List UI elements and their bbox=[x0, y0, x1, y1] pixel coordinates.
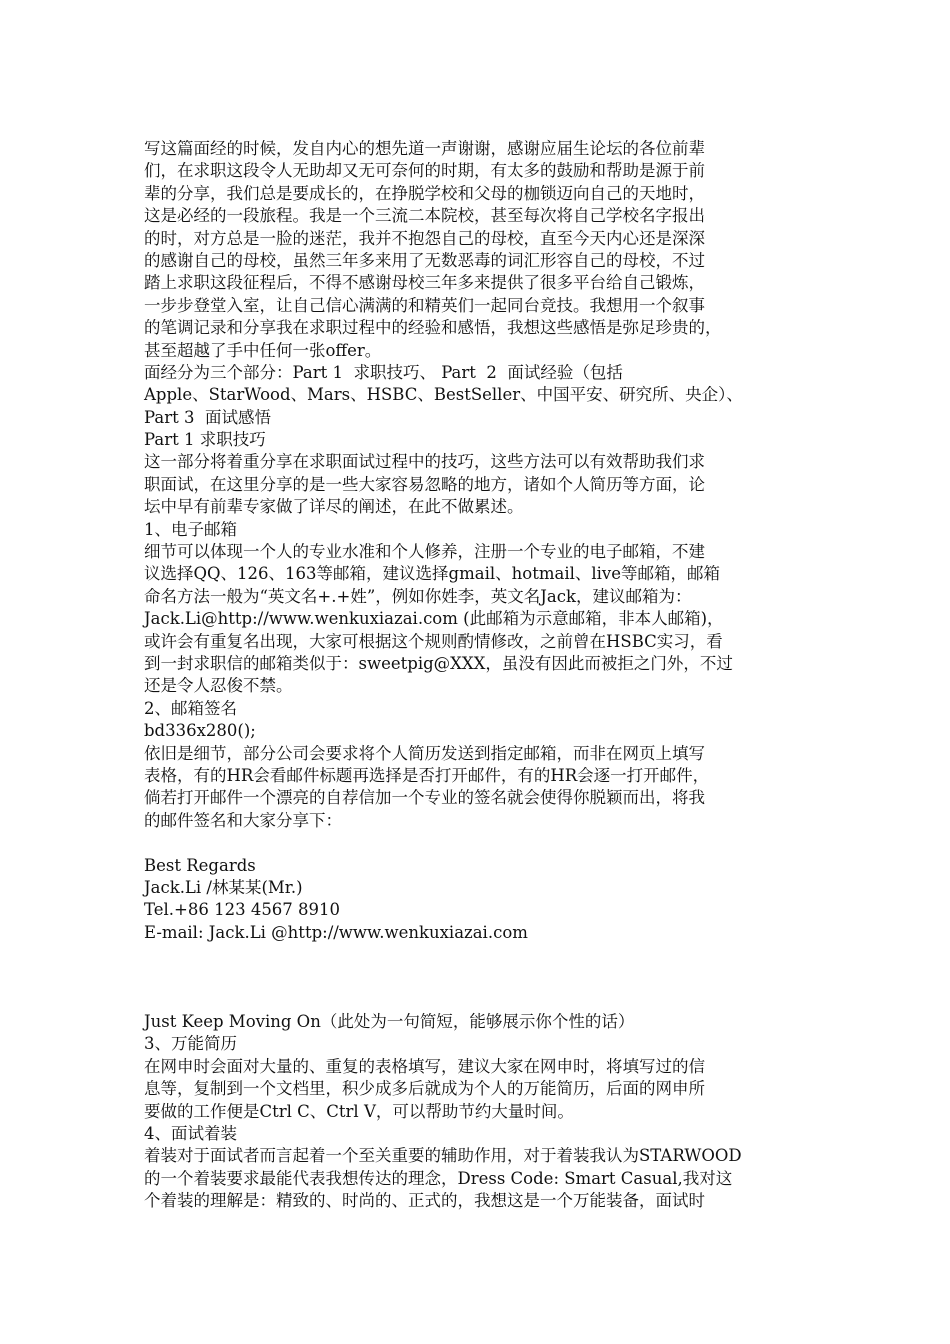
text-line: Part 3 面试感悟 bbox=[144, 407, 271, 427]
text-line: 的时，对方总是一脸的迷茫，我并不抱怨自己的母校，直至今天内心还是深深 bbox=[144, 228, 705, 248]
text-line: 命名方法一般为“英文名+.+姓”，例如你姓李，英文名Jack，建议邮箱为： bbox=[144, 586, 692, 606]
section-1-heading: 1、电子邮箱 bbox=[144, 519, 237, 539]
text-line: 踏上求职这段征程后，不得不感谢母校三年多来提供了很多平台给自己锻炼， bbox=[144, 273, 705, 293]
vertical-gap bbox=[144, 944, 809, 1011]
text-line: 到一封求职信的邮箱类似于：sweetpig@XXX，虽没有因此而被拒之门外，不过 bbox=[144, 653, 733, 673]
signature-line: Jack.Li /林某某(Mr.) bbox=[144, 877, 303, 897]
section-3-heading: 3、万能简历 bbox=[144, 1034, 237, 1054]
text-line: 要做的工作便是Ctrl C、Ctrl V，可以帮助节约大量时间。 bbox=[144, 1101, 574, 1121]
intro-paragraph bbox=[144, 138, 809, 362]
text-line: 甚至超越了手中任何一张offer。 bbox=[144, 340, 382, 360]
text-line: 的感谢自己的母校，虽然三年多来用了无数恶毒的词汇形容自己的母校，不过 bbox=[144, 250, 705, 270]
text-line: Apple、StarWood、Mars、HSBC、BestSeller、中国平安、研究所、央企）、 bbox=[144, 385, 743, 405]
section-2-heading: 2、邮箱签名 bbox=[144, 698, 237, 718]
section-1-paragraph bbox=[144, 541, 809, 698]
section-4-heading: 4、面试着装 bbox=[144, 1124, 237, 1144]
text-line: 面经分为三个部分：Part 1 求职技巧、 Part 2 面试经验（包括 bbox=[144, 362, 623, 382]
text-line: 或许会有重复名出现，大家可根据这个规则酌情修改，之前曾在HSBC实习，看 bbox=[144, 631, 723, 651]
text-line: 们，在求职这段令人无助却又无可奈何的时期，有太多的鼓励和帮助是源于前 bbox=[144, 161, 705, 181]
text-line: 一步步登堂入室，让自己信心满满的和精英们一起同台竞技。我想用一个叙事 bbox=[144, 295, 705, 315]
text-line: 表格，有的HR会看邮件标题再选择是否打开邮件，有的HR会逐一打开邮件， bbox=[144, 765, 710, 785]
text-line: 依旧是细节，部分公司会要求将个人简历发送到指定邮箱，而非在网页上填写 bbox=[144, 743, 705, 763]
text-line: Jack.Li@http://www.wenkuxiazai.com (此邮箱为示意邮箱，非本人邮箱)， bbox=[144, 609, 724, 629]
text-line: 写这篇面经的时候，发自内心的想先道一声谢谢，感谢应届生论坛的各位前辈 bbox=[144, 139, 705, 158]
text-line: 还是令人忍俊不禁。 bbox=[144, 676, 293, 696]
signature-motto: Just Keep Moving On（此处为一句简短，能够展示你个性的话） bbox=[144, 1012, 635, 1032]
signature-line: Best Regards bbox=[144, 855, 256, 875]
text-line: 的邮件签名和大家分享下： bbox=[144, 810, 342, 830]
part1-intro-paragraph bbox=[144, 451, 809, 518]
text-line: 这是必经的一段旅程。我是一个三流二本院校，甚至每次将自己学校名字报出 bbox=[144, 206, 705, 226]
section-3-paragraph bbox=[144, 1056, 809, 1123]
text-line: 辈的分享，我们总是要成长的，在挣脱学校和父母的枷锁迈向自己的天地时， bbox=[144, 183, 705, 203]
text-line: 的笔调记录和分享我在求职过程中的经验和感悟，我想这些感悟是弥足珍贵的， bbox=[144, 318, 722, 338]
blank-line bbox=[144, 832, 809, 854]
script-code-line: bd336x280(); bbox=[144, 721, 256, 741]
document-page bbox=[144, 138, 809, 1213]
text-line: 议选择QQ、126、163等邮箱，建议选择gmail、hotmail、live等邮箱，邮箱 bbox=[144, 564, 721, 584]
signature-line: Tel.+86 123 4567 8910 bbox=[144, 900, 341, 920]
part1-heading: Part 1 求职技巧 bbox=[144, 430, 266, 450]
text-line: 着装对于面试者而言起着一个至关重要的辅助作用，对于着装我认为STARWOOD bbox=[144, 1146, 742, 1166]
text-line: 息等，复制到一个文档里，积少成多后就成为个人的万能简历，后面的网申所 bbox=[144, 1079, 705, 1099]
outline-paragraph bbox=[144, 362, 809, 429]
text-line: 个着装的理解是：精致的、时尚的、正式的，我想这是一个万能装备，面试时 bbox=[144, 1191, 705, 1211]
signature-line: E-mail: Jack.Li @http://www.wenkuxiazai.com bbox=[144, 922, 528, 942]
text-line: 倘若打开邮件一个漂亮的自荐信加一个专业的签名就会使得你脱颖而出，将我 bbox=[144, 788, 705, 808]
text-line: 职面试，在这里分享的是一些大家容易忽略的地方，诸如个人简历等方面，论 bbox=[144, 474, 705, 494]
text-line: 的一个着装要求最能代表我想传达的理念，Dress Code: Smart Casual,我对这 bbox=[144, 1168, 733, 1188]
text-line: 在网申时会面对大量的、重复的表格填写，建议大家在网申时，将填写过的信 bbox=[144, 1056, 705, 1076]
section-4-paragraph bbox=[144, 1145, 809, 1212]
text-line: 这一部分将着重分享在求职面试过程中的技巧，这些方法可以有效帮助我们求 bbox=[144, 452, 705, 472]
section-2-paragraph bbox=[144, 743, 809, 833]
text-line: 坛中早有前辈专家做了详尽的阐述，在此不做累述。 bbox=[144, 497, 524, 517]
email-signature bbox=[144, 855, 809, 945]
text-line: 细节可以体现一个人的专业水准和个人修养，注册一个专业的电子邮箱，不建 bbox=[144, 542, 705, 562]
